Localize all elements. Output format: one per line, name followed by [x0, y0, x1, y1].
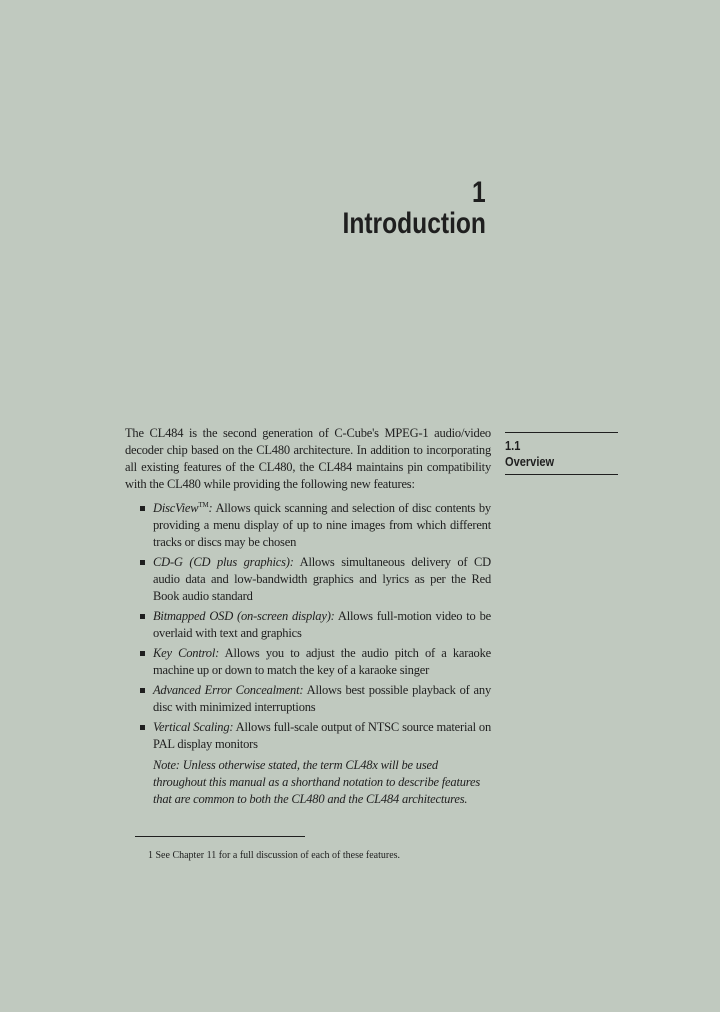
- feature-desc: Allows full-scale output of NTSC source material on PAL display monitors: [153, 720, 491, 751]
- feature-term-suffix: :: [208, 501, 213, 515]
- list-item: [125, 554, 491, 605]
- footnote-divider: [135, 836, 305, 837]
- bullet-icon: [140, 688, 145, 693]
- footnote: 1 See Chapter 11 for a full discussion of each of these features.: [148, 850, 401, 861]
- feature-desc: Allows full-motion video to be overlaid with text and graphics: [153, 609, 491, 640]
- list-item: [125, 645, 491, 679]
- bullet-icon: [140, 614, 145, 619]
- section-heading: [505, 432, 618, 475]
- feature-term: DiscView: [153, 501, 199, 515]
- intro-paragraph: The CL484 is the second generation of C-Cube's MPEG-1 audio/video decoder chip based on the CL480 architecture. In addition to incorporating all existing features of the CL480, the CL484 maintains pin compatibility with the CL480 while providing the following new features:: [125, 426, 491, 491]
- list-item: [125, 500, 491, 551]
- feature-term: Vertical Scaling:: [153, 720, 234, 734]
- feature-desc: Allows simultaneous delivery of CD audio data and low-bandwidth graphics and lyrics as per the Red Book audio standard: [153, 555, 491, 603]
- list-item: [125, 682, 491, 716]
- chapter-title: Introduction: [342, 207, 486, 240]
- bullet-icon: [140, 506, 145, 511]
- bullet-icon: [140, 725, 145, 730]
- list-item: [125, 608, 491, 642]
- feature-desc: Allows best possible playback of any disc with minimized interruptions: [153, 683, 492, 714]
- feature-desc: Allows you to adjust the audio pitch of a karaoke machine up or down to match the key of a karaoke singer: [153, 646, 491, 677]
- chapter-number: 1: [472, 176, 486, 209]
- section-title: Overview: [505, 454, 555, 469]
- bullet-icon: [140, 560, 145, 565]
- feature-list: [125, 500, 491, 753]
- feature-desc: Allows quick scanning and selection of disc contents by providing a menu display of up to nine images from which different tracks or discs may be chosen: [153, 501, 491, 549]
- feature-term: Key Control:: [153, 646, 220, 660]
- bullet-icon: [140, 651, 145, 656]
- feature-term: CD-G (CD plus graphics):: [153, 555, 294, 569]
- body-text: [125, 425, 491, 808]
- feature-term: Bitmapped OSD (on-screen display):: [153, 609, 335, 623]
- section-number: 1.1: [505, 438, 521, 453]
- note-paragraph: Note: Unless otherwise stated, the term CL48x will be used throughout this manual as a shorthand notation to describe features that are common to both the CL480 and the CL484 architectures.: [153, 758, 480, 806]
- trademark-mark: TM: [198, 500, 209, 509]
- list-item: [125, 719, 491, 753]
- feature-term: Advanced Error Concealment:: [153, 683, 304, 697]
